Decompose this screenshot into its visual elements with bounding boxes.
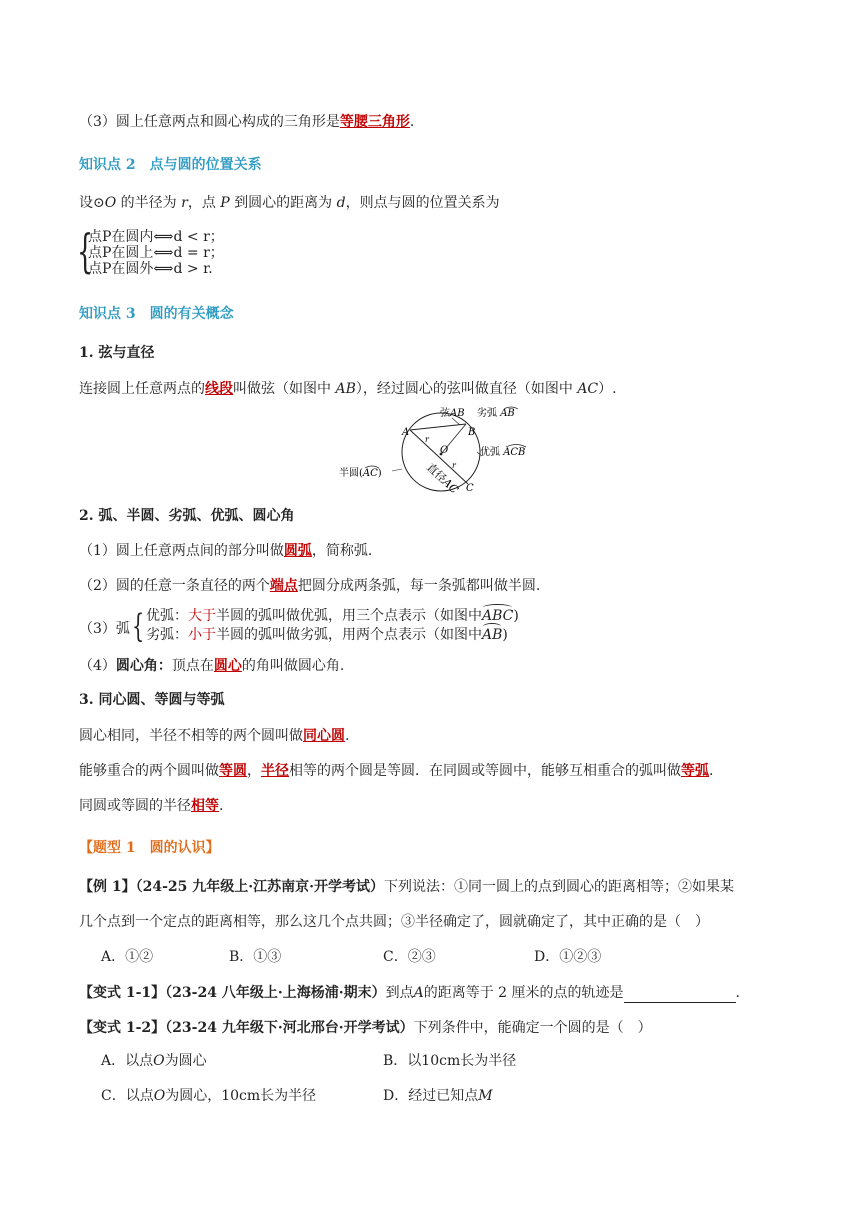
ex1-line1: 【例 1】（24-25 九年级上·江苏南京·开学考试）下列说法：①同一圆上的点到圆心的距离相等；②如果某 <box>79 879 735 895</box>
s3-title: 3. 同心圆、等圆与等弧 <box>79 692 225 708</box>
v12-option-c[interactable]: C．以点O为圆心，10cm长为半径 <box>101 1088 317 1104</box>
minor-arc-label: 劣弧 AB <box>477 408 515 419</box>
variant-1-2: 【变式 1-2】（23-24 九年级下·河北邢台·开学考试）下列条件中，能确定一个圆的是（ ） <box>79 1020 652 1036</box>
chord-label: 弦AB <box>440 408 465 419</box>
kp3-heading: 知识点 3 圆的有关概念 <box>79 306 234 322</box>
chord-ab <box>410 424 466 430</box>
variant-1-1: 【变式 1-1】（23-24 八年级上·上海杨浦·期末）到点A的距离等于 2 厘米的点的轨迹是 . <box>79 985 740 1001</box>
s3-p2: 能够重合的两个圆叫做等圆，半径相等的两个圆是等圆．在同圆或等圆中，能够互相重合的弧叫做等弧. <box>79 763 714 779</box>
v12-option-b[interactable]: B．以10cm长为半径 <box>383 1053 517 1069</box>
label-r1: r <box>425 435 429 444</box>
label-b: B <box>468 427 476 438</box>
diameter-label: 直径AC <box>423 460 461 497</box>
label-c: C <box>466 483 474 494</box>
s2-p3-num: （3）弧 <box>79 621 130 637</box>
s1-title: 1. 弦与直径 <box>79 345 155 361</box>
ex1-option-d[interactable]: D．①②③ <box>534 949 602 965</box>
kp2-heading: 知识点 2 点与圆的位置关系 <box>79 157 262 173</box>
kp2-case-1: 点P在圆内⟺d < r； <box>88 229 224 245</box>
kp2-intro: 设⊙O 的半径为 r，点 P 到圆心的距离为 d，则点与圆的位置关系为 <box>79 195 500 211</box>
s1-text: 连接圆上任意两点的线段叫做弦（如图中 AB），经过圆心的弦叫做直径（如图中 AC）. <box>79 381 617 397</box>
answer-blank[interactable] <box>624 988 736 1003</box>
arc-brace: { <box>132 607 145 645</box>
label-r2: r <box>452 461 456 470</box>
label-a: A <box>402 427 410 438</box>
s2-p1: （1）圆上任意两点间的部分叫做圆弧，简称弧. <box>79 543 373 559</box>
s2-p3-major: 优弧：大于半圆的弧叫做优弧，用三个点表示（如图中ABC) <box>146 608 519 624</box>
major-arc-label: 优弧 ACB <box>480 447 526 458</box>
kp2-case-2: 点P在圆上⟺d = r； <box>88 245 224 261</box>
circle-figure <box>330 400 540 510</box>
s3-p3: 同圆或等圆的半径相等. <box>79 798 224 814</box>
v12-option-a[interactable]: A．以点O为圆心 <box>101 1053 207 1069</box>
s2-title: 2. 弧、半圆、劣弧、优弧、圆心角 <box>79 508 295 524</box>
type1-heading: 【题型 1 圆的认识】 <box>79 840 220 856</box>
ex1-line2: 几个点到一个定点的距离相等，那么这几个点共圆；③半径确定了，圆就确定了，其中正确的是（ ） <box>79 914 709 930</box>
item-3-line: （3）圆上任意两点和圆心构成的三角形是等腰三角形. <box>79 114 415 130</box>
ex1-option-c[interactable]: C．②③ <box>383 949 436 965</box>
ex1-option-a[interactable]: A．①② <box>101 949 154 965</box>
s2-p3-minor: 劣弧：小于半圆的弧叫做劣弧，用两个点表示（如图中AB) <box>146 627 508 643</box>
kp2-case-3: 点P在圆外⟺d > r. <box>88 261 213 277</box>
v12-option-d[interactable]: D．经过已知点M <box>383 1088 493 1104</box>
s2-p4: （4）圆心角：顶点在圆心的角叫做圆心角. <box>79 658 345 674</box>
s2-p2: （2）圆的任意一条直径的两个端点把圆分成两条弧，每一条弧都叫做半圆. <box>79 578 541 594</box>
semicircle-label: 半圆(AC) <box>339 468 382 479</box>
label-o: O <box>440 445 449 456</box>
s3-p1: 圆心相同，半径不相等的两个圆叫做同心圆. <box>79 728 350 744</box>
ex1-option-b[interactable]: B．①③ <box>229 949 282 965</box>
highlight-isosceles: 等腰三角形 <box>339 114 410 130</box>
cases-brace: { <box>77 224 94 278</box>
